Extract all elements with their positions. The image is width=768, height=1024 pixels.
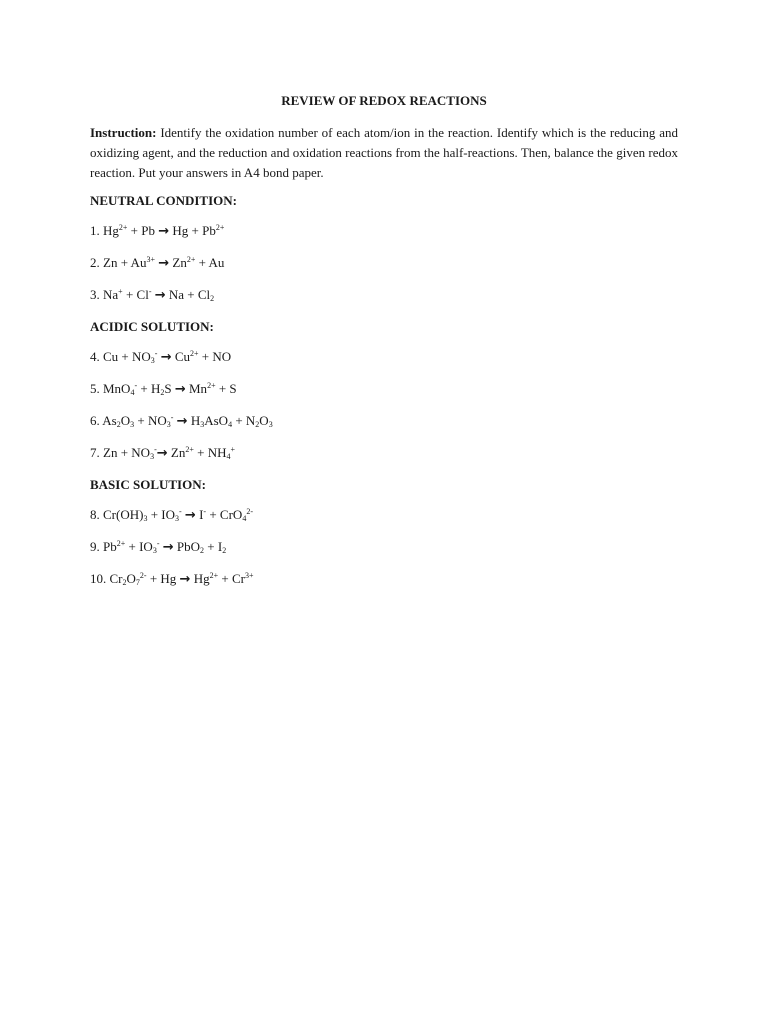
equation-text: PbO	[173, 539, 201, 554]
equation-text: O	[259, 413, 269, 428]
superscript: 2+	[185, 445, 194, 454]
equation-text: Zn + Au	[103, 255, 147, 270]
subscript: 2	[122, 578, 127, 587]
equation-text: Zn + NO	[103, 445, 151, 460]
equation-text: + Cr	[218, 571, 245, 586]
equation-text: O	[120, 413, 131, 428]
equation-item	[90, 286, 678, 305]
equation-text: I	[195, 507, 204, 522]
reaction-sections	[90, 192, 678, 589]
superscript: -	[179, 507, 182, 516]
instruction-label: Instruction:	[90, 125, 157, 140]
equation-text: Na + Cl	[165, 287, 211, 302]
subscript: 3	[175, 514, 179, 523]
equation-text: MnO	[103, 381, 131, 396]
subscript: 2	[222, 546, 227, 555]
superscript: +	[230, 445, 235, 454]
reaction-arrow-icon: →	[184, 508, 196, 523]
equation-text: O	[126, 571, 136, 586]
superscript: 2+	[118, 223, 128, 232]
equation-text: As	[102, 413, 117, 428]
subscript: 3	[152, 546, 157, 555]
equation-text: Zn	[169, 255, 187, 270]
equation-item	[90, 412, 678, 431]
equation-number: 6.	[90, 413, 103, 428]
superscript: -	[154, 349, 158, 358]
subscript: 7	[135, 578, 140, 587]
equation-text: S	[164, 381, 175, 396]
instruction-paragraph	[90, 123, 678, 183]
equation-number: 4.	[90, 349, 103, 364]
subscript: 4	[242, 514, 247, 523]
equation-number: 3.	[90, 287, 103, 302]
subscript: 3	[130, 420, 135, 429]
reaction-arrow-icon: →	[160, 350, 172, 365]
superscript: -	[203, 507, 207, 516]
equation-text: + Au	[195, 255, 225, 270]
equation-text: Cr	[109, 571, 123, 586]
subscript: 4	[226, 452, 231, 461]
superscript: 3+	[146, 255, 155, 264]
subscript: 2	[200, 546, 205, 555]
reaction-arrow-icon: →	[162, 540, 174, 555]
superscript: 2+	[207, 381, 216, 390]
subscript: 2	[116, 420, 121, 429]
equation-text: + Cl	[122, 287, 149, 302]
superscript: 2+	[209, 571, 219, 580]
section-heading: ACIDIC SOLUTION:	[90, 319, 214, 334]
superscript: 3+	[244, 571, 254, 580]
equation-number: 7.	[90, 445, 103, 460]
superscript: 2-	[139, 571, 147, 580]
equation-number: 2.	[90, 255, 103, 270]
equation-item	[90, 444, 678, 463]
subscript: 3	[150, 356, 155, 365]
equation-text: Zn	[167, 445, 186, 460]
equation-text: + IO	[147, 507, 175, 522]
equation-text: Cr(OH)	[103, 507, 144, 522]
superscript: 2+	[116, 539, 126, 548]
subscript: 2	[210, 294, 215, 303]
superscript: -	[154, 445, 157, 454]
reaction-arrow-icon: →	[158, 224, 170, 239]
page-title: REVIEW OF REDOX REACTIONS	[281, 93, 487, 108]
section-heading: NEUTRAL CONDITION:	[90, 193, 237, 208]
equation-text: + IO	[125, 539, 153, 554]
reaction-arrow-icon: →	[179, 572, 191, 587]
equation-text: + CrO	[206, 507, 243, 522]
equation-text: H	[187, 413, 201, 428]
reaction-arrow-icon: →	[174, 382, 186, 397]
superscript: -	[170, 413, 174, 422]
equation-text: + NO	[134, 413, 167, 428]
equation-text: Hg + Pb	[169, 223, 216, 238]
equation-text: Hg	[190, 571, 210, 586]
equation-item	[90, 222, 678, 241]
subscript: 4	[130, 388, 135, 397]
reaction-arrow-icon: →	[176, 414, 188, 429]
equation-item	[90, 348, 678, 367]
subscript: 2	[255, 420, 260, 429]
equation-text: + NH	[193, 445, 227, 460]
equation-text: + H	[137, 381, 161, 396]
equation-text: Cu + NO	[103, 349, 151, 364]
equation-item	[90, 254, 678, 273]
equation-number: 8.	[90, 507, 103, 522]
equation-item	[90, 570, 678, 589]
equation-text: + S	[215, 381, 237, 396]
equation-number: 10.	[90, 571, 110, 586]
equation-text: + N	[232, 413, 256, 428]
equation-text: + I	[204, 539, 223, 554]
superscript: 2-	[246, 507, 253, 516]
equation-item	[90, 538, 678, 557]
superscript: 2+	[215, 223, 225, 232]
equation-text: Pb	[103, 539, 117, 554]
section-heading: BASIC SOLUTION:	[90, 477, 206, 492]
equation-text: Hg	[103, 223, 119, 238]
worksheet-content	[90, 92, 678, 602]
subscript: 3	[166, 420, 171, 429]
equation-text: + NO	[198, 349, 232, 364]
superscript: +	[118, 287, 123, 296]
equation-number: 1.	[90, 223, 103, 238]
superscript: 2+	[190, 349, 199, 358]
equation-item	[90, 506, 678, 525]
reaction-arrow-icon: →	[156, 446, 168, 461]
equation-text: + Hg	[146, 571, 180, 586]
reaction-arrow-icon: →	[154, 288, 166, 303]
subscript: 3	[200, 420, 205, 429]
instruction-text: Identify the oxidation number of each atom/ion in the reaction. Identify which is the reducing and oxidizing agent, and the reduction and oxidation reactions from the half-reactions. Then, balance the given redox reaction. Put your answers in A4 bond paper.	[90, 125, 678, 180]
equation-item	[90, 380, 678, 399]
equation-text: Mn	[185, 381, 208, 396]
superscript: -	[148, 287, 152, 296]
equation-number: 5.	[90, 381, 103, 396]
superscript: -	[134, 381, 138, 390]
subscript: 4	[228, 420, 233, 429]
equation-text: + Pb	[127, 223, 159, 238]
equation-text: Cu	[171, 349, 191, 364]
subscript: 3	[150, 452, 155, 461]
reaction-arrow-icon: →	[158, 256, 170, 271]
superscript: -	[156, 539, 160, 548]
subscript: 3	[143, 514, 148, 523]
equation-text: Na	[103, 287, 119, 302]
equation-number: 9.	[90, 539, 103, 554]
equation-text: AsO	[204, 413, 229, 428]
superscript: 2+	[186, 255, 196, 264]
subscript: 3	[268, 420, 273, 429]
subscript: 2	[160, 388, 165, 397]
